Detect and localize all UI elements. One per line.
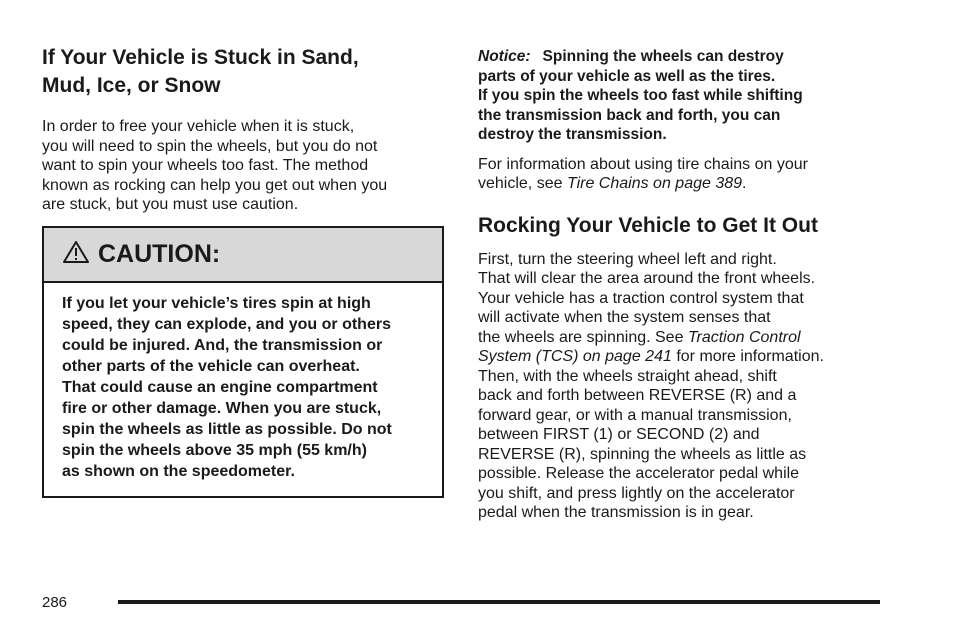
text-line: .	[742, 175, 747, 192]
text-line: want to spin your wheels too fast. The method	[42, 157, 369, 174]
text-line: as shown on the speedometer.	[62, 463, 295, 480]
right-column	[478, 47, 878, 523]
text-line: for more information.	[671, 348, 824, 365]
page-number: 286	[42, 594, 68, 611]
text-line: you shift, and press lightly on the accelerator	[478, 484, 795, 502]
text-line: vehicle, see	[478, 175, 567, 192]
heading-line-2: Mud, Ice, or Snow	[42, 74, 221, 97]
text-line: other parts of the vehicle can overheat.	[62, 358, 360, 375]
notice-label: Notice:	[478, 48, 531, 65]
text-line: pedal when the transmission is in gear.	[478, 504, 754, 521]
tire-chains-link[interactable]: Tire Chains on page 389	[566, 175, 743, 192]
text-line: For information about using tire chains on your	[478, 155, 808, 173]
text-line: known as rocking can help you get out when you	[42, 176, 388, 194]
text-line: Then, with the wheels straight ahead, shift	[478, 367, 777, 385]
text-line: speed, they can explode, and you or others	[62, 316, 391, 333]
intro-paragraph	[42, 117, 444, 215]
text-line: That will clear the area around the front wheels.	[478, 270, 816, 287]
text-line: Your vehicle has a traction control system that	[478, 289, 804, 307]
text-line: will activate when the system senses that	[478, 309, 771, 326]
rocking-paragraph	[478, 250, 878, 523]
heading-line-1: If Your Vehicle is Stuck in Sand,	[42, 46, 359, 69]
text-line: could be injured. And, the transmission or	[62, 337, 383, 354]
traction-control-link-cont[interactable]: System (TCS) on page 241	[478, 348, 672, 365]
caution-text	[44, 283, 442, 482]
text-line: spin the wheels as little as possible. Do not	[62, 421, 392, 438]
footer-rule	[118, 600, 880, 604]
text-line: are stuck, but you must use caution.	[42, 196, 299, 213]
text-line: back and forth between REVERSE (R) and a	[478, 387, 797, 404]
text-line: fire or other damage. When you are stuck,	[62, 400, 382, 417]
caution-title: CAUTION:	[98, 240, 221, 268]
text-line: That could cause an engine compartment	[62, 379, 378, 396]
text-line: between FIRST (1) or SECOND (2) and	[478, 426, 760, 443]
text-line: destroy the transmission.	[478, 126, 667, 143]
text-line: Spinning the wheels can destroy	[542, 48, 784, 65]
text-line: you will need to spin the wheels, but you do not	[42, 137, 378, 155]
traction-control-link[interactable]: Traction Control	[687, 328, 801, 346]
section-heading-stuck	[42, 44, 444, 100]
text-line: REVERSE (R), spinning the wheels as little as	[478, 445, 807, 463]
text-line: If you let your vehicle’s tires spin at high	[62, 295, 371, 312]
text-line: the transmission back and forth, you can	[478, 106, 781, 124]
text-line: forward gear, or with a manual transmission,	[478, 406, 792, 424]
caution-header	[44, 228, 442, 283]
left-column	[42, 44, 444, 215]
caution-box	[42, 226, 444, 498]
section-heading-rocking: Rocking Your Vehicle to Get It Out	[478, 213, 818, 237]
text-line: If you spin the wheels too fast while shifting	[478, 87, 803, 104]
text-line: In order to free your vehicle when it is stuck,	[42, 118, 355, 135]
text-line: spin the wheels above 35 mph (55 km/h)	[62, 442, 367, 459]
tire-chains-paragraph	[478, 155, 878, 194]
text-line: the wheels are spinning. See	[478, 328, 688, 346]
notice-paragraph	[478, 47, 878, 145]
warning-triangle-icon	[62, 240, 90, 269]
text-line: parts of your vehicle as well as the tires.	[478, 67, 776, 85]
text-line: possible. Release the accelerator pedal while	[478, 465, 800, 482]
text-line: First, turn the steering wheel left and right.	[478, 250, 777, 268]
